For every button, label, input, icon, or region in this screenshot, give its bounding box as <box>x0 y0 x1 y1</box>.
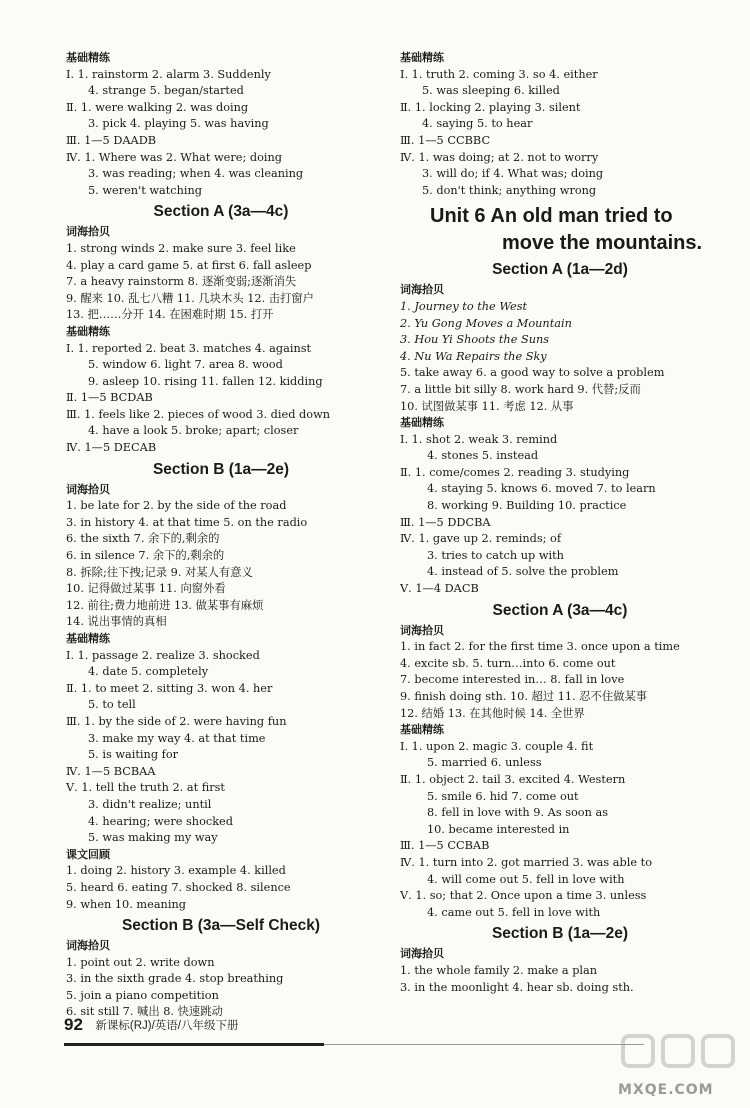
answer-line: 5. weren't watching <box>88 183 202 197</box>
subsection-heading: 基础精练 <box>66 632 110 645</box>
answer-line: Ⅱ. 1. locking 2. playing 3. silent <box>400 100 581 114</box>
answer-line: 4. have a look 5. broke; apart; closer <box>88 424 299 438</box>
book-info: 新课标(RJ)/英语/八年级下册 <box>95 1020 239 1032</box>
answer-line: 5. smile 6. hid 7. come out <box>427 789 579 803</box>
answer-line: 13. 把……分开 14. 在困难时期 15. 打开 <box>66 308 274 322</box>
subsection-heading: 词海拾贝 <box>400 947 444 961</box>
answer-line: 5. window 6. light 7. area 8. wood <box>88 358 283 372</box>
subsection-heading: 基础精练 <box>400 723 444 737</box>
footer-rule <box>64 1043 324 1046</box>
answer-line: 7. become interested in… 8. fall in love <box>400 673 625 687</box>
answer-line: 4. saying 5. to hear <box>422 117 533 131</box>
subsection-heading: 课文回顾 <box>66 847 110 861</box>
section-heading: Section B (1a—2e) <box>491 925 629 943</box>
section-heading: Section A (1a—2d) <box>492 261 628 279</box>
answer-line: Ⅲ. 1—5 DAADB <box>66 133 157 147</box>
answer-line: 9. 醒来 10. 乱七八糟 11. 几块木头 12. 击打窗户 <box>66 291 314 305</box>
answer-line: Ⅰ. 1. rainstorm 2. alarm 3. Suddenly <box>66 67 271 81</box>
subsection-heading: 词海拾贝 <box>66 482 110 496</box>
answer-line: Ⅳ. 1. was doing; at 2. not to worry <box>400 150 599 164</box>
answer-line: 12. 结婚 13. 在其他时候 14. 全世界 <box>400 706 585 720</box>
answer-line: 5. don't think; anything wrong <box>422 183 597 197</box>
answer-line: Ⅲ. 1—5 CCBAB <box>400 839 490 853</box>
answer-line: 3. in the moonlight 4. hear sb. doing sth. <box>400 980 634 994</box>
subsection-heading: 基础精练 <box>66 51 110 64</box>
answer-line: 3. in history 4. at that time 5. on the radio <box>66 515 308 529</box>
answer-line: Ⅳ. 1—5 BCBAA <box>66 764 156 778</box>
answer-line: 1. strong winds 2. make sure 3. feel like <box>66 241 296 255</box>
subsection-heading: 词海拾贝 <box>66 225 110 239</box>
answer-line: 5. was sleeping 6. killed <box>422 84 560 98</box>
answer-line: 3. was reading; when 4. was cleaning <box>88 167 304 181</box>
answer-line: 8. working 9. Building 10. practice <box>427 499 627 513</box>
answer-line: 4. stones 5. instead <box>427 449 539 463</box>
answer-line: Ⅱ. 1. to meet 2. sitting 3. won 4. her <box>66 681 273 695</box>
answer-line: Ⅴ. 1. so; that 2. Once upon a time 3. unless <box>400 889 647 903</box>
footer-rule-thin <box>324 1044 644 1045</box>
answer-line: Ⅲ. 1—5 CCBBC <box>400 133 491 147</box>
answer-line: 3. in the sixth grade 4. stop breathing <box>66 972 284 986</box>
subsection-heading: 基础精练 <box>400 51 444 64</box>
unit-title: move the mountains. <box>502 232 703 255</box>
answer-line: 6. the sixth 7. 余下的,剩余的 <box>66 532 220 546</box>
answer-line: 2. Yu Gong Moves a Mountain <box>400 316 572 330</box>
answer-line: 1. point out 2. write down <box>66 955 215 969</box>
answer-line: Ⅱ. 1. object 2. tail 3. excited 4. Western <box>400 772 626 786</box>
answer-line: 6. in silence 7. 余下的,剩余的 <box>66 549 225 563</box>
answer-line: Ⅴ. 1. tell the truth 2. at first <box>66 781 225 795</box>
page-number: 92 <box>64 1015 83 1034</box>
answer-line: 4. play a card game 5. at first 6. fall asleep <box>66 258 312 272</box>
subsection-heading: 词海拾贝 <box>66 939 110 953</box>
answer-line: Ⅳ. 1. Where was 2. What were; doing <box>66 150 282 164</box>
subsection-heading: 词海拾贝 <box>400 623 444 637</box>
subsection-heading: 词海拾贝 <box>400 283 444 297</box>
unit-title: Unit 6 An old man tried to <box>430 205 673 228</box>
left-column <box>66 50 376 1021</box>
answer-line: 4. strange 5. began/started <box>88 84 244 98</box>
section-heading: Section A (3a—4c) <box>492 601 628 619</box>
answer-line: Ⅲ. 1. by the side of 2. were having fun <box>66 714 287 728</box>
answer-line: 1. doing 2. history 3. example 4. killed <box>66 864 286 878</box>
answer-line: 4. came out 5. fell in love with <box>427 905 601 919</box>
answer-line: 4. will come out 5. fell in love with <box>427 872 625 886</box>
answer-line: 7. a little bit silly 8. work hard 9. 代替;反而 <box>400 382 641 396</box>
answer-line: Ⅱ. 1. come/comes 2. reading 3. studying <box>400 465 630 479</box>
section-heading: Section B (3a—Self Check) <box>121 917 321 935</box>
answer-line: 4. staying 5. knows 6. moved 7. to learn <box>427 482 656 496</box>
answer-line: 5. take away 6. a good way to solve a problem <box>400 366 665 380</box>
subsection-heading: 基础精练 <box>66 324 110 338</box>
answer-line: 4. date 5. completely <box>88 665 209 679</box>
answer-line: Ⅳ. 1. gave up 2. reminds; of <box>400 532 562 546</box>
answer-line: Ⅲ. 1. feels like 2. pieces of wood 3. died down <box>66 407 331 421</box>
answer-line: Ⅱ. 1. were walking 2. was doing <box>66 100 249 114</box>
answer-line: 1. in fact 2. for the first time 3. once upon a time <box>400 640 680 654</box>
answer-line: 9. asleep 10. rising 11. fallen 12. kidding <box>88 374 323 388</box>
answer-line: 4. Nu Wa Repairs the Sky <box>400 349 547 363</box>
answer-line: 9. finish doing sth. 10. 超过 11. 忍不住做某事 <box>400 690 648 703</box>
answer-line: 1. Journey to the West <box>400 299 528 313</box>
answer-line: 10. became interested in <box>427 822 570 836</box>
answer-line: 6. sit still 7. 喊出 8. 快速跳动 <box>66 1005 223 1019</box>
answer-line: 4. hearing; were shocked <box>88 814 233 828</box>
answer-line: 3. will do; if 4. What was; doing <box>422 167 604 181</box>
answer-line: 5. heard 6. eating 7. shocked 8. silence <box>66 880 291 894</box>
answer-line: Ⅳ. 1—5 DECAB <box>66 441 157 455</box>
answer-line: Ⅰ. 1. truth 2. coming 3. so 4. either <box>400 67 598 81</box>
answer-line: 14. 说出事情的真相 <box>66 615 167 629</box>
answer-line: 5. to tell <box>88 698 136 712</box>
answer-line: 3. Hou Yi Shoots the Suns <box>400 333 550 347</box>
answer-line: 10. 试图做某事 11. 考虑 12. 从事 <box>400 399 574 413</box>
answer-line: 1. be late for 2. by the side of the road <box>66 499 287 513</box>
answer-line: Ⅴ. 1—4 DACB <box>400 582 479 596</box>
answer-line: 12. 前往;费力地前进 13. 做某事有麻烦 <box>66 598 264 612</box>
right-column <box>400 50 720 996</box>
answer-line: 5. was making my way <box>88 831 218 845</box>
answer-line: 3. pick 4. playing 5. was having <box>88 117 269 131</box>
subsection-heading: 基础精练 <box>400 416 444 430</box>
answer-line: 10. 记得做过某事 11. 向窗外看 <box>66 582 226 596</box>
answer-line: Ⅰ. 1. reported 2. beat 3. matches 4. against <box>66 341 312 355</box>
answer-line: 5. join a piano competition <box>66 988 219 1002</box>
answer-line: 8. fell in love with 9. As soon as <box>427 806 609 820</box>
answer-line: 3. make my way 4. at that time <box>88 731 266 745</box>
answer-line: 7. a heavy rainstorm 8. 逐渐变弱;逐渐消失 <box>66 275 297 289</box>
section-heading: Section B (1a—2e) <box>152 460 290 478</box>
watermark-text: MXQE.COM <box>618 1082 714 1098</box>
section-heading: Section A (3a—4c) <box>153 203 289 221</box>
answer-line: Ⅲ. 1—5 DDCBA <box>400 515 491 529</box>
answer-line: 1. the whole family 2. make a plan <box>400 963 598 977</box>
answer-line: Ⅰ. 1. passage 2. realize 3. shocked <box>66 648 260 662</box>
answer-line: Ⅳ. 1. turn into 2. got married 3. was able to <box>400 855 653 869</box>
answer-line: 3. didn't realize; until <box>88 797 212 811</box>
answer-line: 4. excite sb. 5. turn…into 6. come out <box>400 656 616 670</box>
answer-line: Ⅱ. 1—5 BCDAB <box>66 391 153 405</box>
answer-line: 5. married 6. unless <box>427 756 542 770</box>
answer-line: Ⅰ. 1. shot 2. weak 3. remind <box>400 432 558 446</box>
page-footer <box>64 1015 238 1035</box>
answer-line: 4. instead of 5. solve the problem <box>427 565 619 579</box>
answer-line: 8. 拆除;往下拽;记录 9. 对某人有意义 <box>66 565 253 579</box>
answer-line: 3. tries to catch up with <box>427 548 564 562</box>
answer-line: Ⅰ. 1. upon 2. magic 3. couple 4. fit <box>400 739 594 753</box>
answer-line: 5. is waiting for <box>88 748 179 762</box>
answer-line: 9. when 10. meaning <box>66 897 186 911</box>
